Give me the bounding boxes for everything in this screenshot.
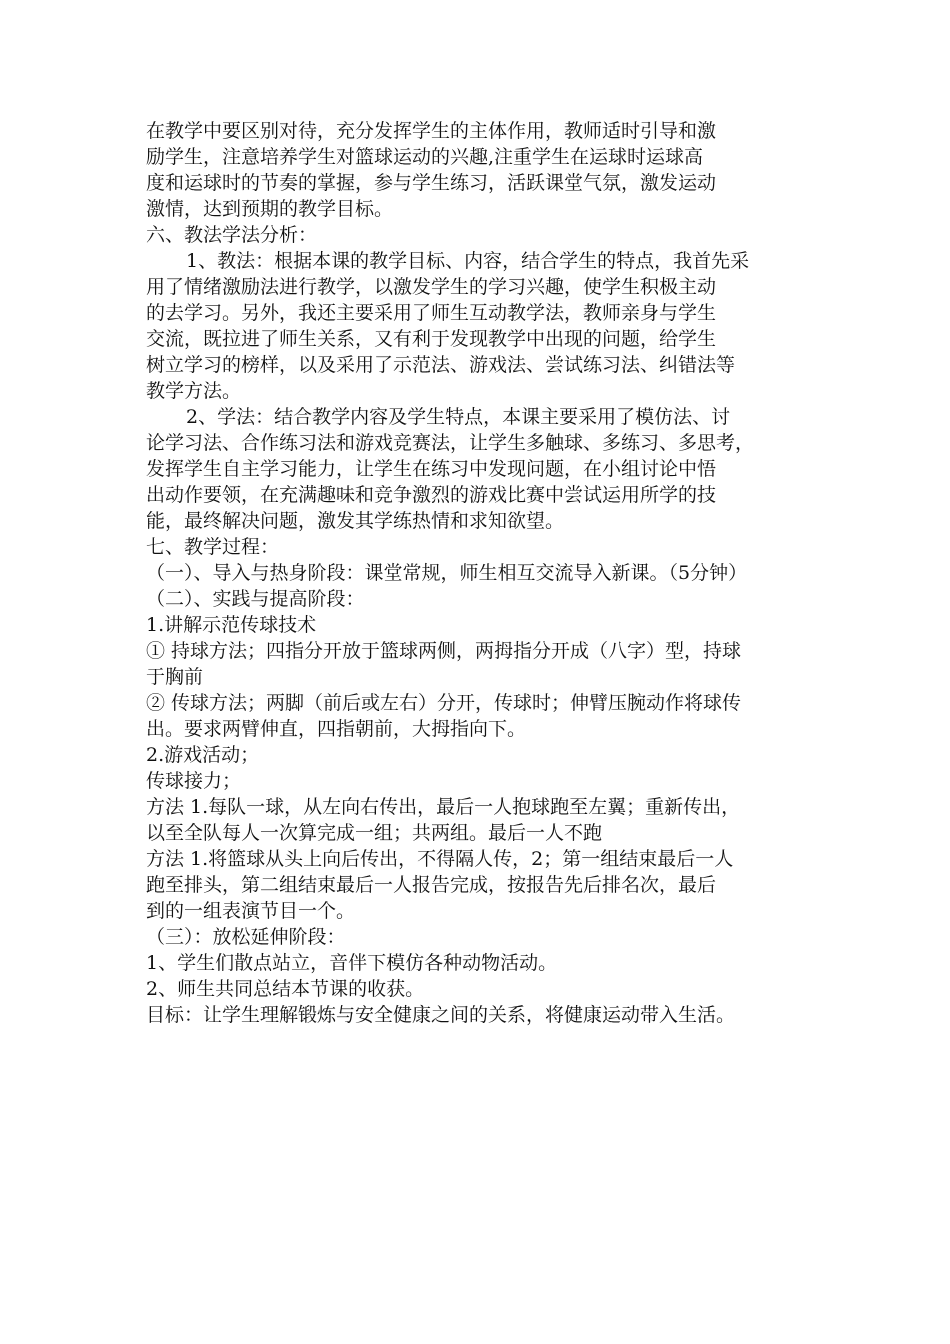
text-line: 在教学中要区别对待，充分发挥学生的主体作用，教师适时引导和激 (146, 120, 717, 142)
text-line: 传球接力； (146, 770, 242, 792)
text-line: 跑至排头，第二组结束最后一人报告完成，按报告先后排名次，最后 (146, 874, 717, 896)
text-line: 励学生，注意培养学生对篮球运动的兴趣,注重学生在运球时运球高 (146, 146, 704, 168)
text-line: 2、学法：结合教学内容及学生特点，本课主要采用了模仿法、讨 (186, 406, 731, 428)
subsection-heading: （二）、实践与提高阶段： (146, 588, 365, 610)
text-line: 2.游戏活动； (146, 744, 260, 766)
text-line: 度和运球时的节奏的掌握，参与学生练习，活跃课堂气氛，激发运动 (146, 172, 717, 194)
text-line: 教学方法。 (146, 380, 242, 402)
text-line: 论学习法、合作练习法和游戏竞赛法，让学生多触球、多练习、多思考， (146, 432, 755, 454)
text-line: 的去学习。另外，我还主要采用了师生互动教学法，教师亲身与学生 (146, 302, 717, 324)
text-line: （一）、导入与热身阶段：课堂常规，师生相互交流导入新课。（5分钟） (146, 562, 748, 584)
text-line: 发挥学生自主学习能力，让学生在练习中发现问题，在小组讨论中悟 (146, 458, 717, 480)
text-line: 以至全队每人一次算完成一组；共两组。最后一人不跑 (146, 822, 603, 844)
text-line: 1、教法：根据本课的教学目标、内容，结合学生的特点，我首先采 (186, 250, 750, 272)
text-line: 树立学习的榜样，以及采用了示范法、游戏法、尝试练习法、纠错法等 (146, 354, 736, 376)
text-line: 方法 1.每队一球，从左向右传出，最后一人抱球跑至左翼；重新传出， (146, 796, 741, 818)
text-line: ① 持球方法；四指分开放于篮球两侧，两拇指分开成（八字）型，持球 (146, 640, 742, 662)
text-line: 出。要求两臂伸直，四指朝前，大拇指向下。 (146, 718, 527, 740)
text-line: 方法 1.将篮球从头上向后传出，不得隔人传，2；第一组结束最后一人 (146, 848, 734, 870)
text-line: 于胸前 (146, 666, 204, 688)
subsection-heading: （三）：放松延伸阶段： (146, 926, 346, 948)
text-line: 交流，既拉进了师生关系，又有利于发现教学中出现的问题，给学生 (146, 328, 717, 350)
text-line: 出动作要领，在充满趣味和竞争激烈的游戏比赛中尝试运用所学的技 (146, 484, 717, 506)
text-line: 1、学生们散点站立，音伴下模仿各种动物活动。 (146, 952, 558, 974)
text-line: 目标：让学生理解锻炼与安全健康之间的关系，将健康运动带入生活。 (146, 1004, 736, 1026)
section-heading: 七、教学过程： (146, 536, 280, 558)
text-line: ② 传球方法；两脚（前后或左右）分开，传球时；伸臂压腕动作将球传 (146, 692, 742, 714)
text-line: 2、师生共同总结本节课的收获。 (146, 978, 425, 1000)
document-body (146, 118, 826, 1028)
text-line: 激情，达到预期的教学目标。 (146, 198, 394, 220)
text-line: 能，最终解决问题，激发其学练热情和求知欲望。 (146, 510, 565, 532)
text-line: 1.讲解示范传球技术 (146, 614, 317, 636)
text-line: 到的一组表演节目一个。 (146, 900, 356, 922)
section-heading: 六、教法学法分析： (146, 224, 318, 246)
text-line: 用了情绪激励法进行教学，以激发学生的学习兴趣，使学生积极主动 (146, 276, 717, 298)
